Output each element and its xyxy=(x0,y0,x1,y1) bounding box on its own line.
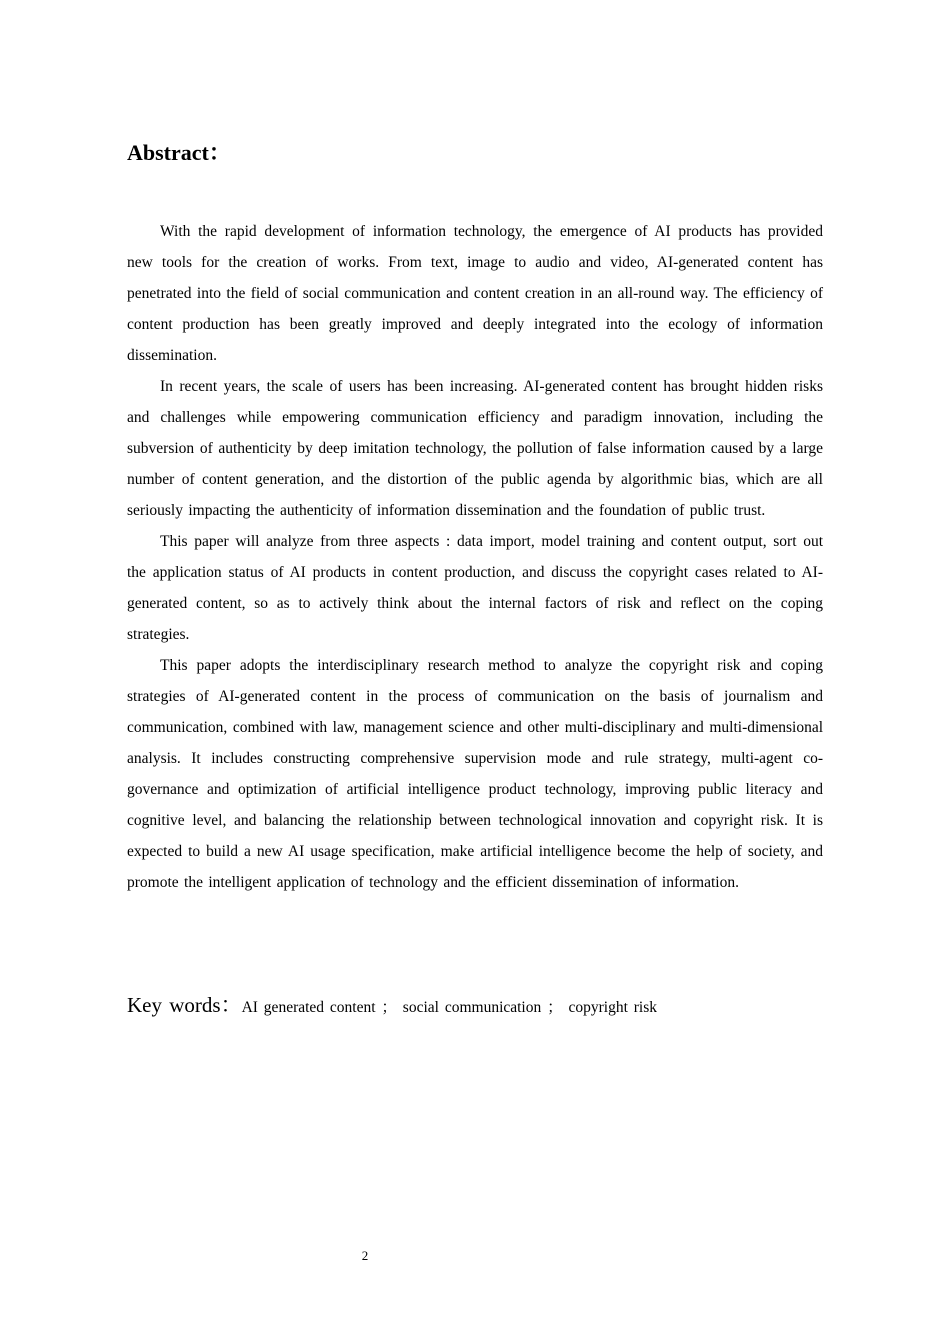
keywords-line xyxy=(127,990,823,1023)
keywords-label: Key words： xyxy=(127,993,242,1017)
abstract-heading: Abstract： xyxy=(127,140,231,165)
abstract-paragraph-3: This paper will analyze from three aspects : data import, model training and content output, sort out the application status of AI products in content production, and discuss the copyright cases related to AI-generated content, so as to actively think about the internal factors of risk and reflect on the coping strategies. xyxy=(127,533,823,643)
abstract-paragraph-4: This paper adopts the interdisciplinary research method to analyze the copyright risk and coping strategies of AI-generated content in the process of communication on the basis of journalism and communication, combined with law, management science and other multi-disciplinary and multi-dimensional analysis. It includes constructing comprehensive supervision mode and rule strategy, multi-agent co-governance and optimization of artificial intelligence product technology, improving public literacy and cognitive level, and balancing the relationship between technological innovation and copyright risk. It is expected to build a new AI usage specification, make artificial intelligence become the help of society, and promote the intelligent application of technology and the efficient dissemination of information. xyxy=(127,657,823,891)
page-number: 2 xyxy=(361,1248,369,1263)
abstract-paragraph-2: In recent years, the scale of users has been increasing. AI-generated content has brought hidden risks and challenges while empowering communication efficiency and paradigm innovation, including the subversion of authenticity by deep imitation technology, the pollution of false information caused by a large number of content generation, and the distortion of the public agenda by algorithmic bias, which are all seriously impacting the authenticity of information dissemination and the foundation of public trust. xyxy=(127,378,823,519)
abstract-body xyxy=(127,216,823,898)
keywords-text: AI generated content ； social communication ； copyright risk xyxy=(241,999,658,1016)
abstract-paragraph-1: With the rapid development of information technology, the emergence of AI products has provided new tools for the creation of works. From text, image to audio and video, AI-generated content has penetrated into the field of social communication and content creation in an all-round way. The efficiency of content production has been greatly improved and deeply integrated into the ecology of information dissemination. xyxy=(127,223,823,364)
